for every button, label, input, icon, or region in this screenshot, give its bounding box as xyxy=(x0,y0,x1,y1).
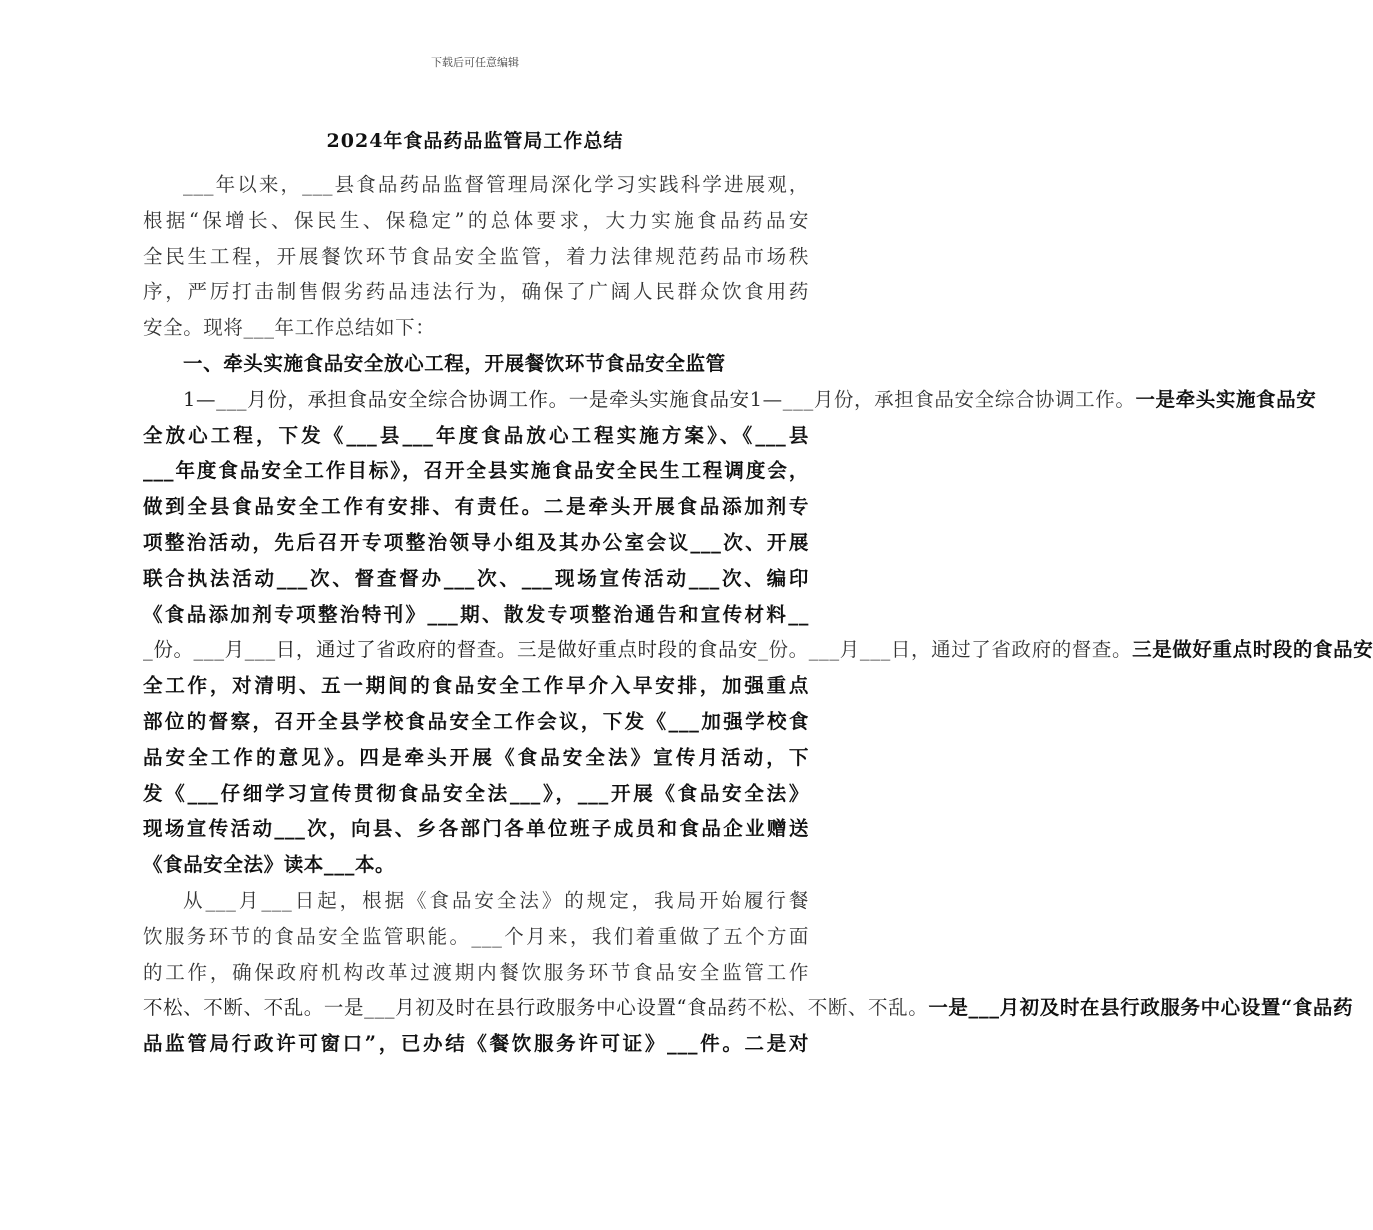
text-line: 发《___仔细学习宣传贯彻食品安全法___》，___开展《食品安全法》 xyxy=(143,781,809,805)
text-line: ___年度食品安全工作目标》，召开全县实施食品安全民生工程调度会， xyxy=(143,459,809,483)
text-line: 部位的督察，召开全县学校食品安全工作会议，下发《___加强学校食 xyxy=(143,709,809,733)
text-line: 安全。现将___年工作总结如下： xyxy=(143,316,436,340)
text-line: 联合执法活动___次、督查督办___次、___现场宣传活动___次、编印 xyxy=(143,566,809,590)
text-line: 不松、不断、不乱。一是___月初及时在县行政服务中心设置“食品药不松、不断、不乱。一是___月初及时在县行政服务中心设置“食品药 xyxy=(143,996,1354,1020)
text-segment: 一是牵头实施食品安 xyxy=(1135,387,1317,411)
text-line: 《食品添加剂专项整治特刊》___期、散发专项整治通告和宣传材料__ xyxy=(143,602,809,626)
text-line: _份。___月___日，通过了省政府的督查。三是做好重点时段的食品安_份。___月___日，通过了省政府的督查。三是做好重点时段的食品安 xyxy=(143,638,1373,662)
text-segment: 三是做好重点时段的食品安 xyxy=(1132,638,1373,662)
text-segment: 1—___月份，承担食品安全综合协调工作。 xyxy=(749,387,1136,411)
text-line: 《食品安全法》读本___本。 xyxy=(143,853,396,877)
text-line: 1—___月份，承担食品安全综合协调工作。一是牵头实施食品安1—___月份，承担食品安全综合协调工作。一是牵头实施食品安 xyxy=(183,387,1317,411)
text-line: 现场宣传活动___次，向县、乡各部门各单位班子成员和食品企业赠送 xyxy=(143,817,809,841)
text-line: 饮服务环节的食品安全监管职能。___个月来，我们着重做了五个方面 xyxy=(143,924,809,948)
text-segment: 不松、不断、不乱。 xyxy=(747,996,929,1020)
text-line: 项整治活动，先后召开专项整治领导小组及其办公室会议___次、开展 xyxy=(143,530,809,554)
text-line: 做到全县食品安全工作有安排、有责任。二是牵头开展食品添加剂专 xyxy=(143,495,809,519)
text-line: 从___月___日起，根据《食品安全法》的规定，我局开始履行餐 xyxy=(183,888,809,912)
text-line: 全工作，对清明、五一期间的食品安全工作早介入早安排，加强重点 xyxy=(143,674,809,698)
text-segment: _份。___月___日，通过了省政府的督查。 xyxy=(758,638,1133,662)
text-segment: 一是___月初及时在县行政服务中心设置“食品药 xyxy=(928,996,1354,1020)
text-line: 的工作，确保政府机构改革过渡期内餐饮服务环节食品安全监管工作 xyxy=(143,960,809,984)
page-header: 下载后可任意编辑 xyxy=(431,56,519,69)
text-line: 品监管局行政许可窗口”，已办结《餐饮服务许可证》___件。二是对 xyxy=(143,1032,809,1056)
text-line: 全民生工程，开展餐饮环节食品安全监管，着力法律规范药品市场秩 xyxy=(143,244,809,268)
document-body xyxy=(143,167,1373,1062)
text-line: 序，严厉打击制售假劣药品违法行为，确保了广阔人民群众饮食用药 xyxy=(143,280,809,304)
text-line: 一、牵头实施食品安全放心工程，开展餐饮环节食品安全监管 xyxy=(183,351,726,375)
text-line: ___年以来，___县食品药品监督管理局深化学习实践科学进展观， xyxy=(183,173,809,196)
text-line: 全放心工程，下发《___县___年度食品放心工程实施方案》、《___县 xyxy=(143,423,809,447)
document-title: 2024年食品药品监管局工作总结 xyxy=(326,130,624,152)
text-line: 根据“保增长、保民生、保稳定”的总体要求，大力实施食品药品安 xyxy=(143,208,809,232)
text-line: 品安全工作的意见》。四是牵头开展《食品安全法》宣传月活动，下 xyxy=(143,745,809,769)
